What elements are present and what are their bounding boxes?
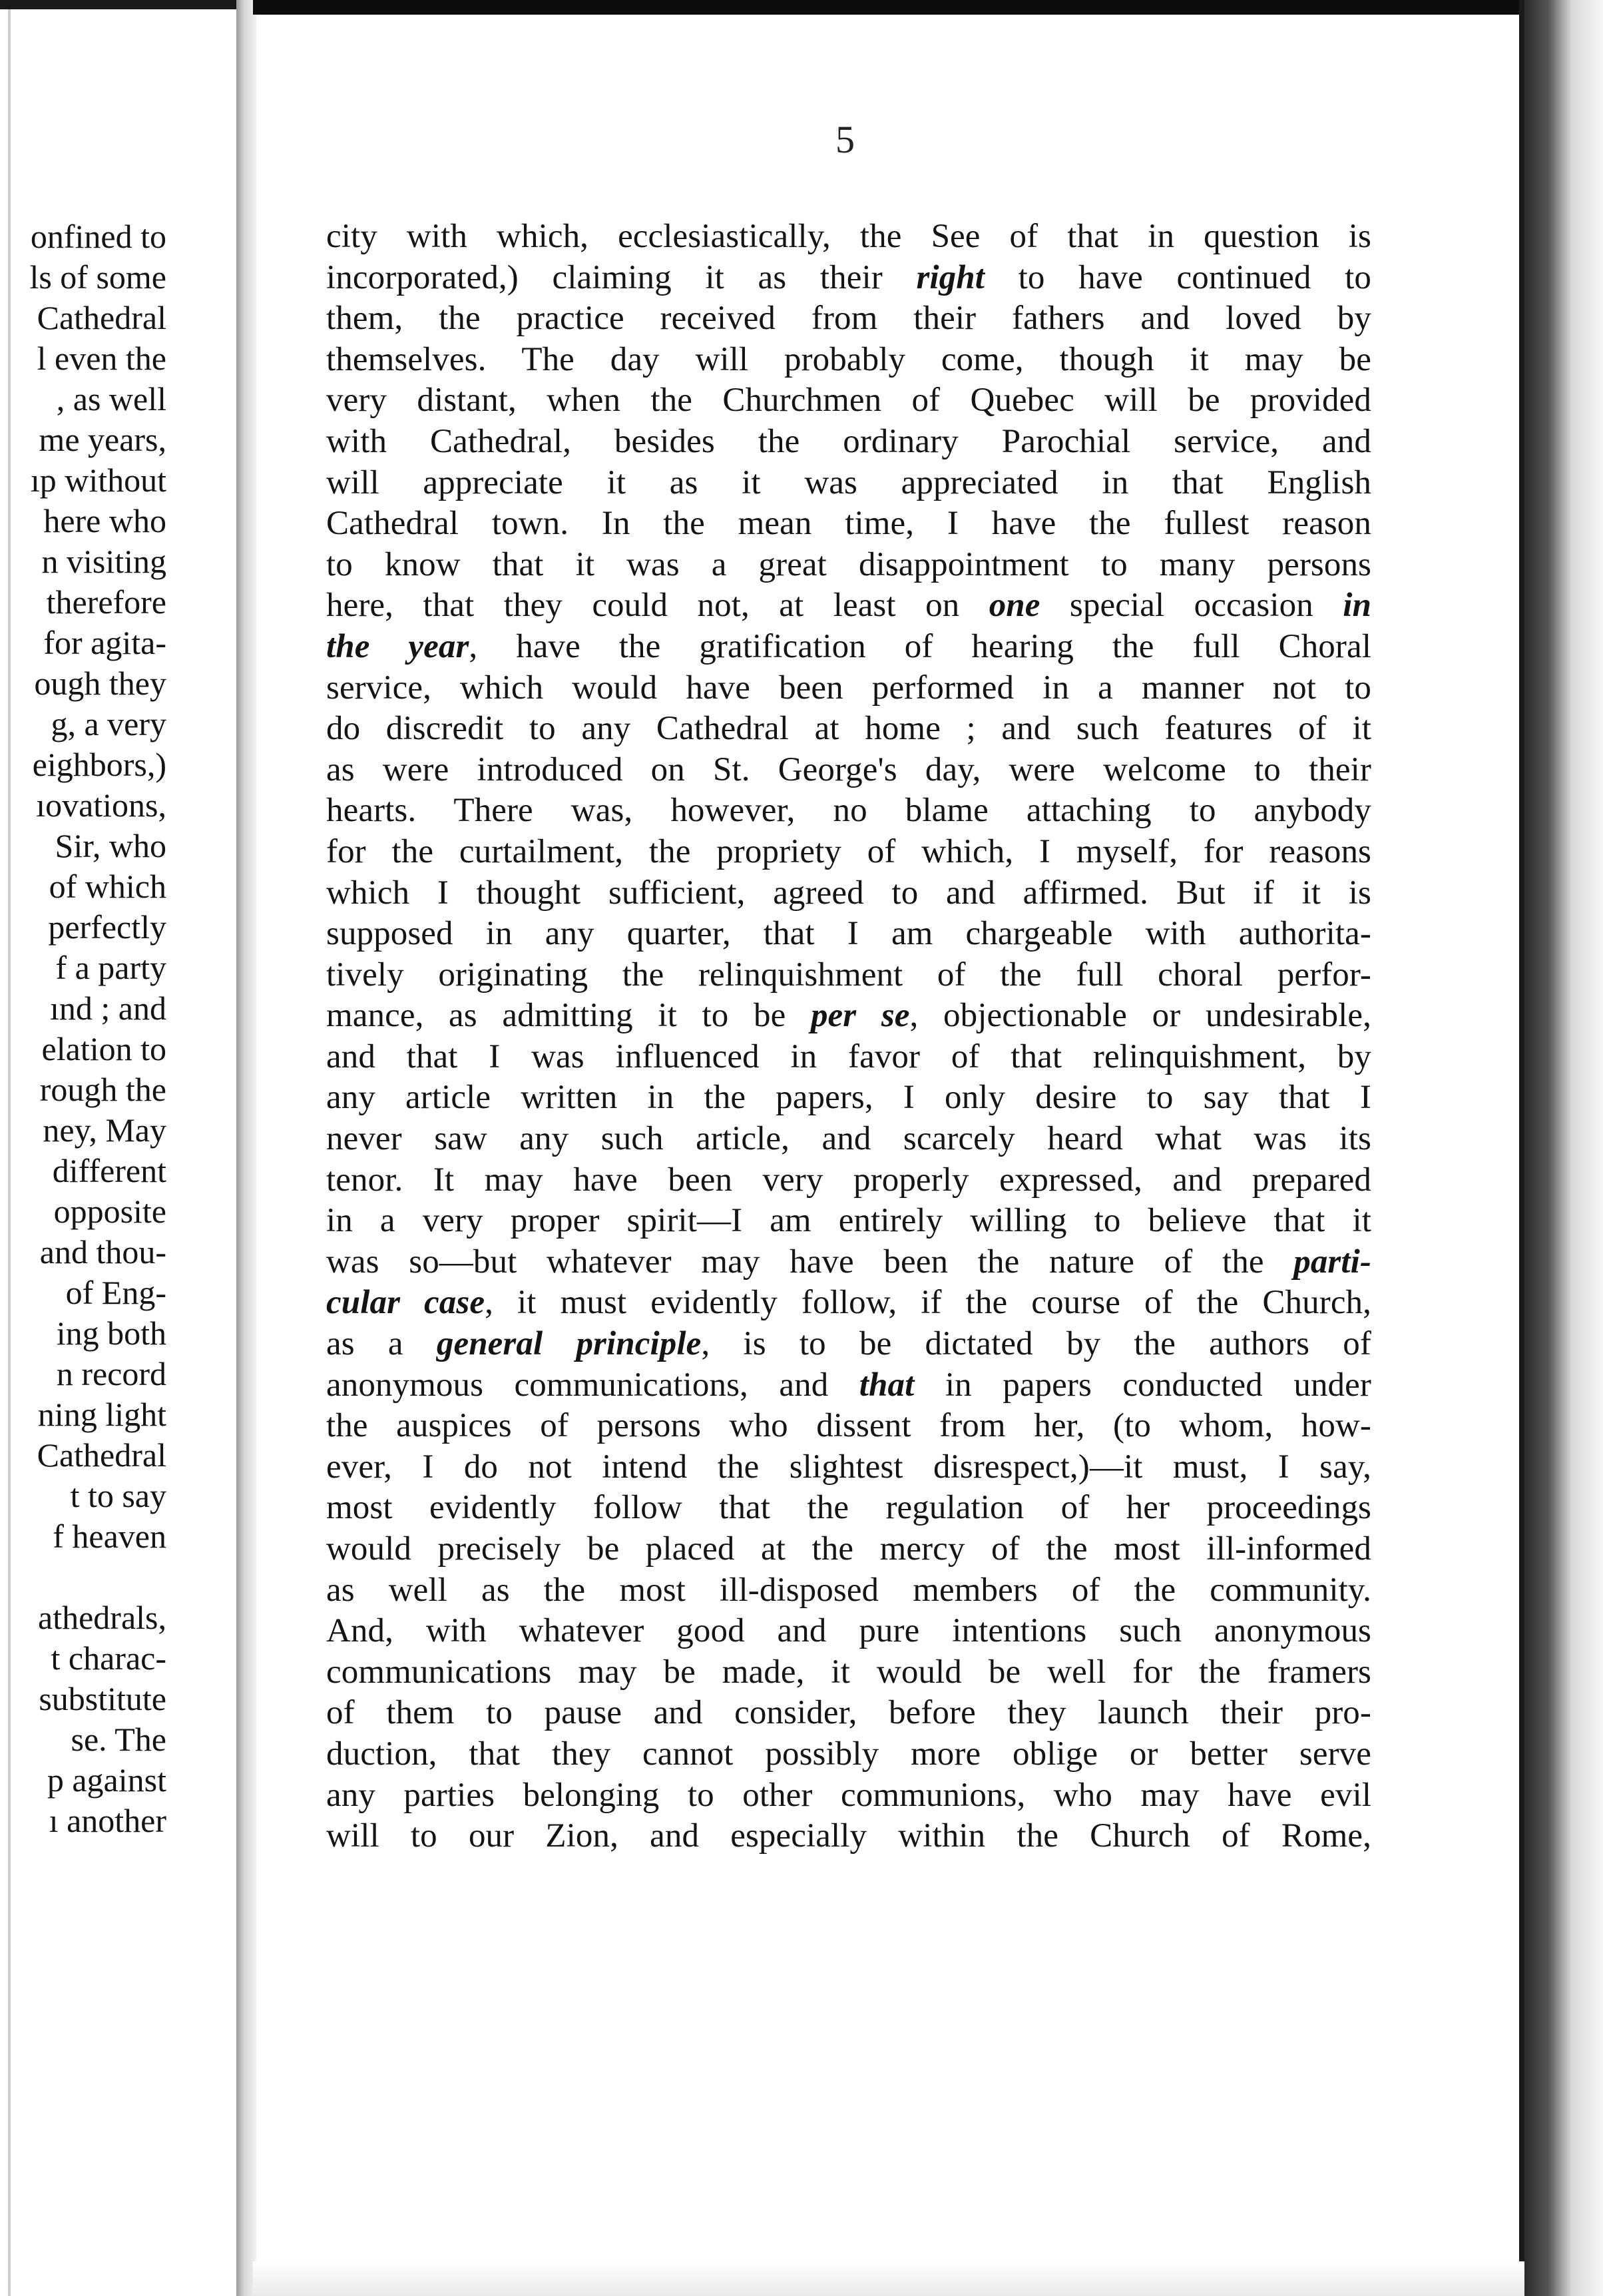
left-fragment-text: Sir, who (55, 827, 166, 864)
left-fragment-line (0, 1516, 166, 1557)
text-line (326, 1283, 1371, 1324)
left-fragment-text: opposite (53, 1193, 166, 1230)
bottom-edge (253, 2261, 1524, 2296)
text-line (326, 1652, 1371, 1693)
body-text: mance, as admitting it to be (326, 997, 811, 1035)
body-text: And, with whatever good and pure intentions such anonymous (326, 1612, 1371, 1650)
body-text: as well as the most ill-disposed members of the community. (326, 1571, 1371, 1609)
text-line (326, 216, 1371, 258)
body-text: to have continued to (985, 258, 1371, 296)
left-fragment-text: different (52, 1152, 166, 1189)
left-fragment-text: Cathedral (37, 299, 166, 336)
emphasis-text: the year (326, 627, 469, 665)
left-fragment-line (0, 420, 166, 460)
top-edge-shadow-left (0, 0, 246, 9)
left-fragment-text: perfectly (48, 908, 166, 946)
left-fragment-line (0, 1719, 166, 1760)
text-line (326, 955, 1371, 996)
text-line (326, 914, 1371, 955)
body-text: will to our Zion, and especially within the Church of Rome, (326, 1817, 1371, 1855)
left-fragment-text: t to say (70, 1477, 166, 1514)
body-text: communications may be made, it would be well for the framers (326, 1653, 1371, 1691)
book-gutter (236, 0, 256, 2296)
left-page-fragment (0, 0, 240, 2296)
left-fragment-line (0, 866, 166, 907)
text-line (326, 1529, 1371, 1570)
left-fragment-line (0, 1801, 166, 1841)
body-text: to know that it was a great disappointment to many persons (326, 545, 1371, 583)
left-fragment-line (0, 338, 166, 379)
text-line (326, 340, 1371, 381)
left-fragment-text: therefore (46, 583, 166, 621)
left-fragment-text: ınd ; and (50, 990, 166, 1027)
body-text: in a very proper spirit—I am entirely willing to believe that it (326, 1202, 1371, 1240)
body-text: here, that they could not, at least on (326, 587, 989, 625)
body-text: which I thought sufficient, agreed to and affirmed. But if it is (326, 874, 1371, 912)
left-fragment-text: rough the (39, 1071, 166, 1108)
left-fragment-text: ls of some (29, 258, 166, 296)
body-text: anonymous communications, and (326, 1366, 859, 1404)
body-text: , it must evidently follow, if the course of the Church, (485, 1284, 1371, 1322)
text-line (326, 1775, 1371, 1817)
emphasis-text: one (989, 587, 1040, 625)
left-fragment-line (0, 1191, 166, 1232)
left-fragment-text: l even the (37, 340, 166, 377)
body-text: will appreciate it as it was appreciated in that English (326, 463, 1371, 501)
body-text: do discredit to any Cathedral at home ; and such features of it (326, 710, 1371, 748)
left-fragment-text: me years, (39, 421, 166, 458)
left-fragment-text: onfined to (30, 218, 166, 255)
left-fragment-line (0, 826, 166, 866)
left-fragment-text: elation to (41, 1030, 166, 1067)
left-fragment-text: g, a very (51, 705, 166, 742)
body-text: with Cathedral, besides the ordinary Parochial service, and (326, 422, 1371, 460)
left-fragment-line (0, 1760, 166, 1801)
body-text: themselves. The day will probably come, though it may be (326, 340, 1371, 378)
left-fragment-line (0, 1273, 166, 1313)
text-line (326, 1570, 1371, 1611)
left-fragment-line (0, 1435, 166, 1476)
emphasis-text: parti- (1293, 1243, 1371, 1281)
left-fragment-line (0, 744, 166, 785)
text-line (326, 422, 1371, 463)
emphasis-text: that (859, 1366, 915, 1404)
left-fragment-text: ing both (56, 1314, 166, 1352)
top-edge-shadow (253, 0, 1536, 15)
body-text: city with which, ecclesiastically, the See of that in question is (326, 218, 1371, 255)
left-fragment-text: ıovations, (36, 786, 166, 824)
body-text: tenor. It may have been very properly expressed, and prepared (326, 1161, 1371, 1199)
body-text: for the curtailment, the propriety of which, I myself, for reasons (326, 832, 1371, 870)
text-line (326, 1037, 1371, 1078)
body-text: as a (326, 1325, 437, 1363)
text-line (326, 1816, 1371, 1857)
left-fragment-line (0, 663, 166, 704)
text-line (326, 1734, 1371, 1775)
text-line (326, 463, 1371, 504)
text-line (326, 668, 1371, 709)
body-text: most evidently follow that the regulation of her proceedings (326, 1489, 1371, 1527)
left-fragment-line (0, 1476, 166, 1516)
body-text: in papers conducted under (914, 1366, 1371, 1404)
left-fragment-line (0, 1638, 166, 1679)
text-line (326, 627, 1371, 668)
text-line (326, 709, 1371, 750)
text-line (326, 380, 1371, 422)
right-edge-shadow (1524, 0, 1603, 2296)
body-text: the auspices of persons who dissent from her, (to whom, how- (326, 1407, 1371, 1445)
left-fragment-line (0, 582, 166, 623)
left-fragment-line (0, 988, 166, 1029)
body-text: was so—but whatever may have been the nature of the (326, 1243, 1294, 1281)
body-text: ever, I do not intend the slightest disrespect,)—it must, I say, (326, 1448, 1371, 1486)
body-text: supposed in any quarter, that I am chargeable with authorita- (326, 915, 1371, 953)
body-text: any article written in the papers, I only desire to say that I (326, 1079, 1371, 1117)
text-line (326, 750, 1371, 791)
left-fragment-line (0, 1679, 166, 1719)
body-text: never saw any such article, and scarcely heard what was its (326, 1120, 1371, 1158)
left-fragment-line (0, 1313, 166, 1354)
left-fragment-line (0, 1069, 166, 1110)
body-text: very distant, when the Churchmen of Quebec will be provided (326, 382, 1371, 420)
emphasis-text: in (1343, 587, 1371, 625)
text-line (326, 1324, 1371, 1365)
text-line (326, 298, 1371, 340)
text-line (326, 258, 1371, 299)
text-line (326, 1488, 1371, 1529)
emphasis-text: right (916, 258, 985, 296)
left-fragment-line (0, 623, 166, 663)
left-fragment-line (0, 1151, 166, 1191)
text-line (326, 1447, 1371, 1488)
emphasis-text: general principle (436, 1325, 702, 1363)
body-text: and that I was influenced in favor of that relinquishment, by (326, 1037, 1371, 1075)
left-fragment-text: eighbors,) (32, 746, 166, 783)
body-text: tively originating the relinquishment of the full choral perfor- (326, 956, 1371, 994)
body-text: service, which would have been performed in a manner not to (326, 669, 1371, 707)
text-line (326, 1365, 1371, 1406)
left-fragment-line (0, 1557, 166, 1597)
left-fragment-text: n visiting (41, 543, 166, 580)
body-text: , is to be dictated by the authors of (701, 1325, 1371, 1363)
left-fragment-text: ning light (37, 1396, 166, 1433)
body-text: special occasion (1040, 587, 1343, 625)
body-text: , have the gratification of hearing the full Choral (469, 627, 1371, 665)
text-line (326, 790, 1371, 832)
left-fragment-text: here who (43, 502, 166, 539)
body-text: Cathedral town. In the mean time, I have the fullest reason (326, 505, 1371, 543)
left-fragment-line (0, 1029, 166, 1069)
left-fragment-text: se. The (71, 1721, 166, 1758)
left-fragment-text: of Eng- (65, 1274, 166, 1311)
text-line (326, 585, 1371, 627)
left-fragment-line (0, 1354, 166, 1394)
body-text: as were introduced on St. George's day, were welcome to their (326, 750, 1371, 788)
body-text: them, the practice received from their fathers and loved by (326, 300, 1371, 338)
left-fragment-text: p against (47, 1761, 166, 1799)
body-text: of them to pause and consider, before they launch their pro- (326, 1694, 1371, 1732)
left-fragment-line (0, 1394, 166, 1435)
left-fragment-text: for agita- (43, 624, 166, 661)
left-fragment-line (0, 501, 166, 541)
left-fragment-line (0, 379, 166, 420)
left-fragment-text: Cathedral (37, 1436, 166, 1474)
left-fragment-line (0, 541, 166, 582)
left-fragment-text: of which (49, 868, 166, 905)
text-line (326, 1242, 1371, 1283)
left-fragment-line (0, 704, 166, 744)
left-fragment-text: ney, May (43, 1111, 166, 1149)
left-fragment-text: f a party (55, 949, 166, 986)
text-line (326, 1201, 1371, 1242)
body-text: , objectionable or undesirable, (909, 997, 1371, 1035)
right-page-edge (1519, 0, 1524, 2296)
body-text: any parties belonging to other communions, who may have evil (326, 1776, 1371, 1814)
left-fragment-line (0, 460, 166, 501)
left-fragment-text: substitute (39, 1680, 166, 1717)
body-text: hearts. There was, however, no blame attaching to anybody (326, 792, 1371, 830)
text-line (326, 1693, 1371, 1734)
page-number: 5 (835, 118, 855, 161)
text-line (326, 832, 1371, 873)
left-fragment-line (0, 1232, 166, 1273)
left-fragment-text: ough they (34, 665, 166, 702)
text-line (326, 545, 1371, 586)
main-body-text (326, 216, 1371, 1857)
left-fragment-line (0, 257, 166, 298)
text-line (326, 1160, 1371, 1201)
left-fragment-text: athedrals, (38, 1599, 166, 1636)
body-text: would precisely be placed at the mercy of the most ill-informed (326, 1530, 1371, 1568)
left-fragment-line (0, 1597, 166, 1638)
text-line (326, 1077, 1371, 1119)
emphasis-text: per se (810, 997, 910, 1035)
left-fragment-line (0, 216, 166, 257)
left-fragment-text: n record (56, 1355, 166, 1392)
left-fragment-line (0, 298, 166, 338)
body-text: duction, that they cannot possibly more oblige or better serve (326, 1735, 1371, 1773)
left-fragment-text: and thou- (39, 1233, 166, 1271)
left-fragment-text: , as well (56, 380, 166, 418)
left-fragment-text: ı another (49, 1802, 166, 1839)
left-fragment-text: ıp without (30, 461, 166, 499)
text-line (326, 996, 1371, 1037)
emphasis-text: cular case (326, 1284, 485, 1322)
left-fragment-line (0, 907, 166, 948)
text-line (326, 873, 1371, 914)
text-line (326, 1119, 1371, 1160)
text-line (326, 1406, 1371, 1447)
body-text: incorporated,) claiming it as their (326, 258, 917, 296)
left-fragment-text: f heaven (53, 1518, 166, 1555)
left-page-text (0, 216, 166, 1841)
left-fragment-text: t charac- (51, 1639, 166, 1677)
left-fragment-line (0, 1110, 166, 1151)
left-fragment-line (0, 948, 166, 988)
text-line (326, 503, 1371, 545)
left-fragment-line (0, 785, 166, 826)
text-line (326, 1611, 1371, 1652)
